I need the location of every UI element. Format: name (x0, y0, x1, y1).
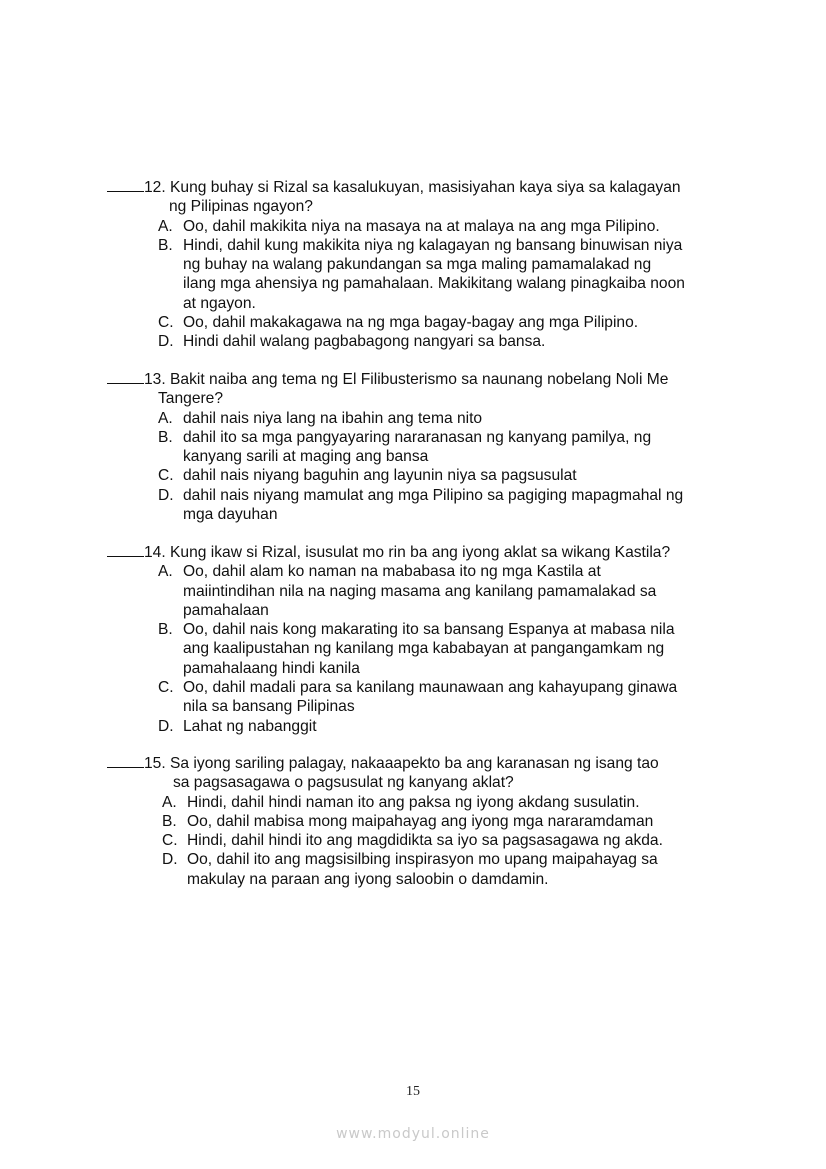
page-number: 15 (406, 1084, 420, 1099)
option-letter: A. (158, 217, 173, 235)
option-letter: D. (158, 486, 174, 504)
answer-blank (107, 542, 144, 557)
question-stem: 12. Kung buhay si Rizal sa kasalukuyan, masisiyahan kaya siya sa kalagayan (107, 177, 727, 197)
question-13: 13. Bakit naiba ang tema ng El Filibusterismo sa naunang nobelang Noli Me Tangere? A. dahil nais niya lang na ibahin ang tema nito B. dahil ito sa mga pangyayaring nararanasan ng kanyang pamilya, ng kanyang sarili at maging ang bansa C. dahil nais niyang baguhin ang layunin niya sa pagsusulat D. dahil nais niyang mamulat ang mga Pilipino sa pagiging mapagmahal ng mga dayuhan (107, 369, 727, 524)
option-a: A. Hindi, dahil hindi naman ito ang paksa ng iyong akdang susulatin. (162, 793, 640, 811)
question-number: 15. (144, 755, 166, 772)
question-15: 15. Sa iyong sariling palagay, nakaaapekto ba ang karanasan ng isang tao sa pagsasagawa o pagsusulat ng kanyang aklat? A. Hindi, dahil hindi naman ito ang paksa ng iyong akdang susulatin. B. Oo, dahil mabisa mong maipahayag ang iyong mga nararamdaman C. Hindi, dahil hindi ito ang magdidikta sa iyo sa pagsasagawa ng akda. D. Oo, dahil ito ang magsisilbing inspirasyon mo upang maipahayag sa makulay na paraan ang iyong saloobin o damdamin. (107, 753, 727, 889)
option-letter: A. (162, 793, 177, 811)
question-stem: 14. Kung ikaw si Rizal, isusulat mo rin ba ang iyong aklat sa wikang Kastila? (107, 542, 727, 562)
question-number: 13. (144, 371, 166, 388)
option-d: D. Hindi dahil walang pagbabagong nangyari sa bansa. (158, 333, 546, 351)
option-letter: C. (158, 314, 174, 332)
option-b: B. Hindi, dahil kung makikita niya ng kalagayan ng bansang binuwisan niya ng buhay na walang pakundangan sa mga maling pamamalakad ng ilang mga ahensiya ng pamahalaan. Makikitang walang pinagkaiba noon at ngayon. (158, 236, 685, 312)
option-letter: A. (158, 409, 173, 427)
option-letter: B. (162, 812, 177, 830)
option-letter: B. (158, 621, 173, 639)
question-14 (107, 542, 727, 736)
option-c: C. Oo, dahil madali para sa kanilang maunawaan ang kahayupang ginawa nila sa bansang Pilipinas (158, 679, 678, 716)
option-d: D. Lahat ng nabanggit (158, 717, 317, 735)
option-b: B. Oo, dahil mabisa mong maipahayag ang iyong mga nararamdaman (162, 812, 654, 830)
option-d: D. Oo, dahil ito ang magsisilbing inspirasyon mo upang maipahayag sa makulay na paraan ang iyong saloobin o damdamin. (162, 851, 658, 888)
option-letter: D. (162, 851, 178, 869)
option-list (107, 409, 727, 525)
watermark: www.modyul.online (336, 1126, 490, 1142)
option-letter: C. (158, 467, 174, 485)
option-d: D. dahil nais niyang mamulat ang mga Pilipino sa pagiging mapagmahal ng mga dayuhan (158, 486, 684, 524)
option-a: A. Oo, dahil alam ko naman na mababasa ito ng mga Kastila at maiintindihan nila na naging masama ang kanilang pamamalakad sa pamahalaan (158, 563, 657, 619)
option-c: C. Hindi, dahil hindi ito ang magdidikta sa iyo sa pagsasagawa ng akda. (162, 832, 663, 850)
question-12: 12. Kung buhay si Rizal sa kasalukuyan, masisiyahan kaya siya sa kalagayan ng Pilipinas ngayon? A. Oo, dahil makikita niya na masaya na at malaya na ang mga Pilipino. B. Hindi, dahil kung makikita niya ng kalagayan ng bansang binuwisan niya ng buhay na walang pakundangan sa mga maling pamamalakad ng ilang mga ahensiya ng pamahalaan. Makikitang walang pinagkaiba noon at ngayon. C. Oo, dahil makakagawa na ng mga bagay-bagay ang mga Pilipino. D. Hindi dahil walang pagbabagong nangyari sa bansa. (107, 177, 727, 352)
option-letter: A. (158, 563, 173, 581)
option-letter: C. (162, 832, 178, 850)
option-list (107, 562, 727, 736)
answer-blank (107, 753, 144, 768)
option-list (107, 217, 727, 352)
option-a: A. dahil nais niya lang na ibahin ang tema nito (158, 409, 483, 427)
answer-blank (107, 369, 144, 384)
question-stem: 13. Bakit naiba ang tema ng El Filibusterismo sa naunang nobelang Noli Me (107, 369, 727, 389)
question-number: 12. (144, 179, 166, 196)
question-number: 14. (144, 544, 166, 561)
option-c: C. dahil nais niyang baguhin ang layunin niya sa pagsusulat (158, 467, 577, 485)
option-letter: D. (158, 333, 174, 351)
option-letter: B. (158, 428, 173, 446)
option-b: B. dahil ito sa mga pangyayaring nararanasan ng kanyang pamilya, ng kanyang sarili at maging ang bansa (158, 428, 652, 466)
option-b: B. Oo, dahil nais kong makarating ito sa bansang Espanya at mabasa nila ang kaalipustahan ng kanilang mga kababayan at pangangamkam ng pamahalaang hindi kanila (158, 621, 675, 677)
option-letter: C. (158, 679, 174, 697)
question-stem: 15. Sa iyong sariling palagay, nakaaapekto ba ang karanasan ng isang tao (107, 753, 727, 773)
option-a: A. Oo, dahil makikita niya na masaya na at malaya na ang mga Pilipino. (158, 217, 660, 235)
option-letter: D. (158, 717, 174, 735)
answer-blank (107, 177, 144, 192)
option-list (107, 793, 727, 889)
option-letter: B. (158, 236, 173, 254)
option-c: C. Oo, dahil makakagawa na ng mga bagay-bagay ang mga Pilipino. (158, 314, 639, 332)
